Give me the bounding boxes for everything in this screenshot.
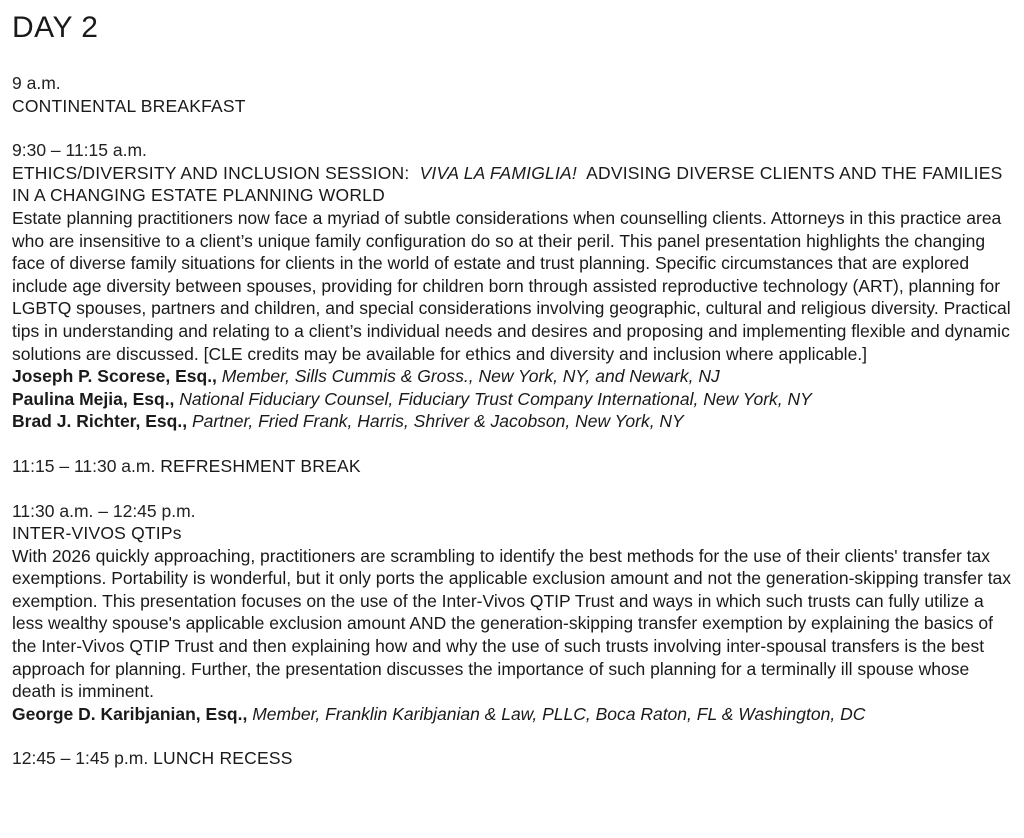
- session-time: 9:30 – 11:15 a.m.: [12, 140, 147, 161]
- session-description: With 2026 quickly approaching, practitioners are scrambling to identify the best methods for the use of their clients' transfer tax exemptions. Portability is wonderful, but it only ports the applicable exclusion amount and not the generation-skipping transfer tax exemption. This presentation focuses on the use of the Inter-Vivos QTIP Trust and ways in which such trusts can fully utilize a less wealthy spouse's applicable exclusion amount AND the generation-skipping transfer exemption by explaining the basics of the Inter-Vivos QTIP Trust and then explaining how and why the use of such trusts involving inter-spousal transfers is the best approach for planning. Further, the presentation discusses the importance of such planning for a terminally ill spouse whose death is imminent.: [12, 545, 1012, 702]
- speaker-affiliation: National Fiduciary Counsel, Fiduciary Trust Company International, New York, NY: [179, 388, 812, 409]
- agenda-session-breakfast: [12, 72, 1012, 117]
- speaker-affiliation: Member, Franklin Karibjanian & Law, PLLC, Boca Raton, FL & Washington, DC: [252, 703, 866, 724]
- speaker-line: [12, 388, 1012, 411]
- session-time: 9 a.m.: [12, 73, 61, 93]
- agenda-session-refreshment: [12, 455, 1012, 478]
- day-title: DAY 2: [12, 11, 99, 44]
- speaker-line: [12, 410, 1012, 433]
- session-time: 12:45 – 1:45 p.m.: [12, 748, 149, 769]
- session-time: 11:30 a.m. – 12:45 p.m.: [12, 500, 196, 521]
- speaker-name: Paulina Mejia, Esq.,: [12, 388, 175, 409]
- session-description: Estate planning practitioners now face a myriad of subtle considerations when counselling clients. Attorneys in this practice area who are insensitive to a client’s unique family configuration do so at their peril. This panel presentation highlights the changing face of diverse family situations for clients in the world of estate and trust planning. Specific circumstances that are explored include age diversity between spouses, providing for children born through assisted reproductive technology (ART), planning for LGBTQ spouses, partners and children, and special considerations involving geographic, cultural and religious diversity. Practical tips in understanding and relating to a client’s individual needs and desires and proposing and implementing flexible and dynamic solutions are discussed. [CLE credits may be available for ethics and diversity and inclusion where applicable.]: [12, 207, 1011, 364]
- session-title: INTER-VIVOS QTIPs: [12, 523, 182, 544]
- speaker-name: Joseph P. Scorese, Esq.,: [12, 366, 217, 387]
- session-title-italic: VIVA LA FAMIGLIA!: [419, 162, 577, 183]
- speaker-line: [12, 703, 1012, 726]
- agenda-session-ethics: [12, 139, 1012, 433]
- agenda-session-lunch: [12, 747, 1012, 770]
- session-title: LUNCH RECESS: [153, 748, 293, 769]
- speaker-name: George D. Karibjanian, Esq.,: [12, 703, 248, 724]
- session-title-prefix: ETHICS/DIVERSITY AND INCLUSION SESSION:: [12, 162, 410, 183]
- speaker-affiliation: Partner, Fried Frank, Harris, Shriver & Jacobson, New York, NY: [191, 411, 684, 432]
- speaker-line: [12, 365, 1012, 388]
- session-title: CONTINENTAL BREAKFAST: [12, 95, 246, 116]
- agenda-session-qtip: [12, 500, 1012, 726]
- session-title: REFRESHMENT BREAK: [160, 455, 361, 476]
- session-time: 11:15 – 11:30 a.m.: [12, 455, 156, 476]
- speaker-name: Brad J. Richter, Esq.,: [12, 411, 188, 432]
- session-title-suffix: ADVISING DIVERSE CLIENTS AND THE FAMILIES IN A CHANGING ESTATE PLANNING WORLD: [12, 162, 1003, 206]
- speaker-affiliation: Member, Sills Cummis & Gross., New York, NY, and Newark, NJ: [221, 366, 720, 387]
- session-title: [12, 162, 1012, 207]
